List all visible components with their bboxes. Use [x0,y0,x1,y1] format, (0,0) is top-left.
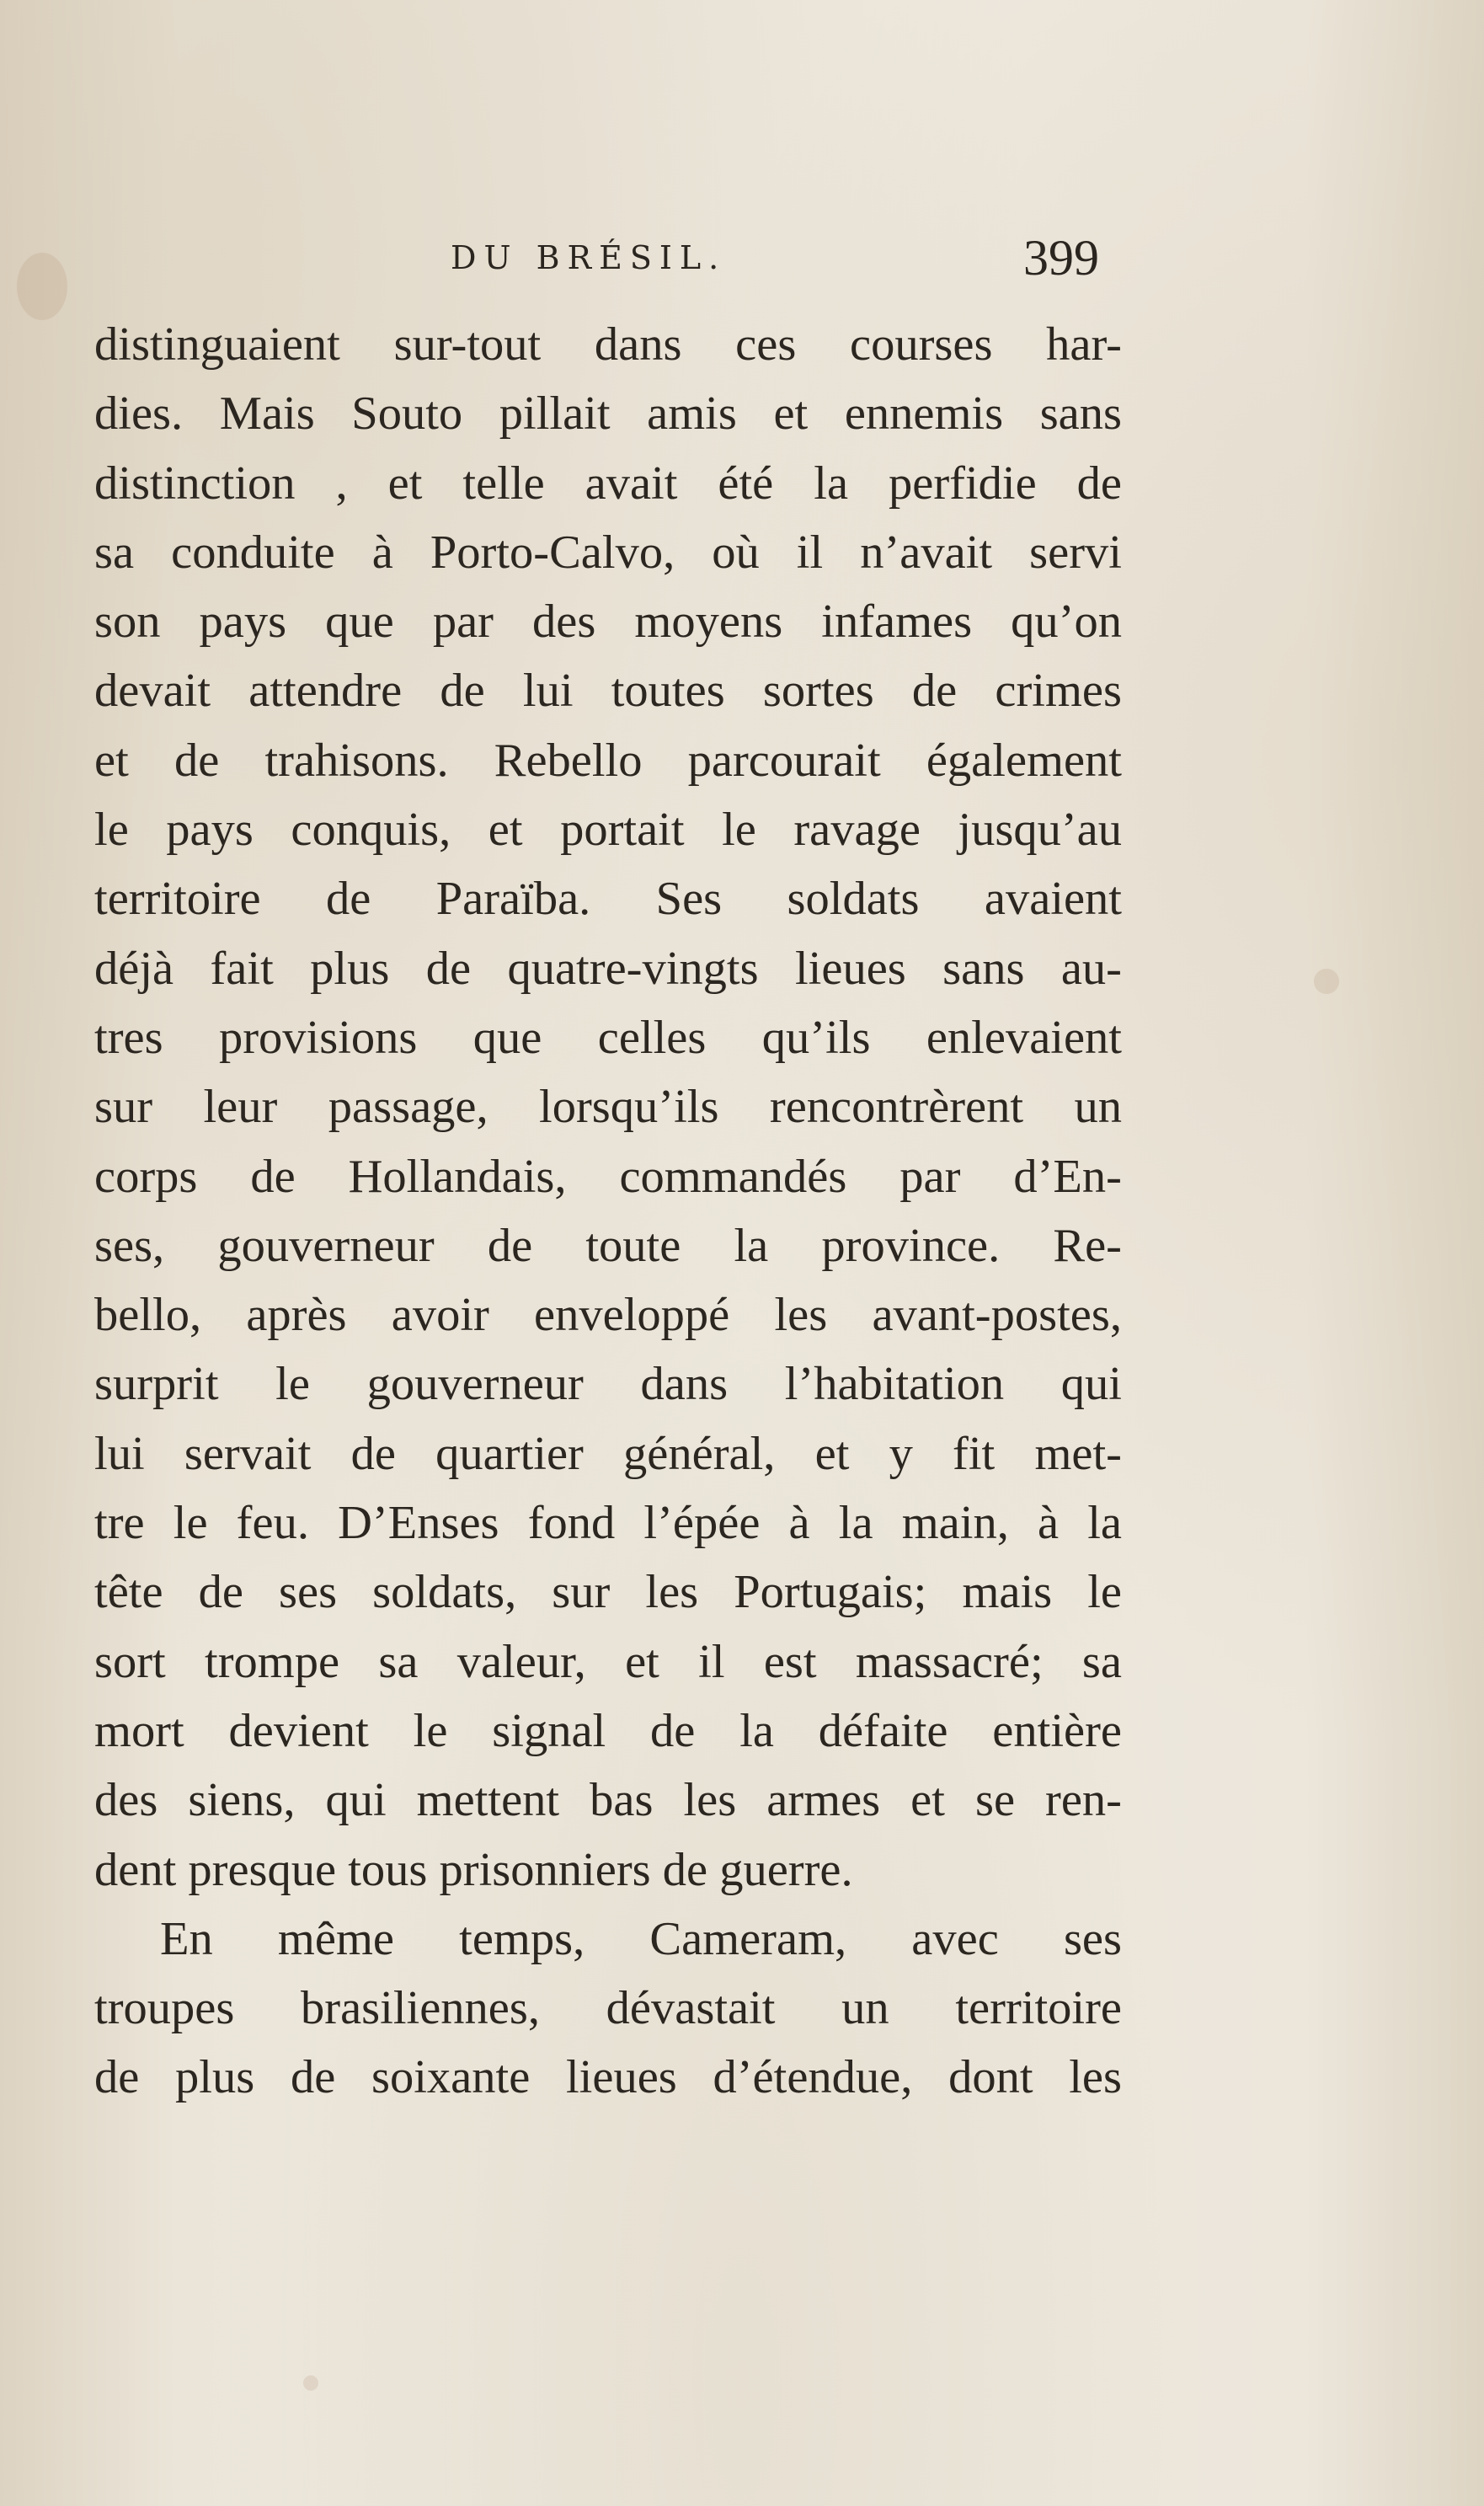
text-line: bello, après avoir enveloppé les avant-postes, [94,1289,1122,1342]
text-line: sort trompe sa valeur, et il est massacré; sa [94,1635,1122,1688]
text-line: territoire de Paraïba. Ses soldats avaient [94,873,1122,926]
text-line: distinguaient sur-tout dans ces courses har- [94,318,1122,371]
text-line: tre le feu. D’Enses fond l’épée à la main, à la [94,1497,1122,1550]
text-line: corps de Hollandais, commandés par d’En- [94,1150,1122,1203]
page-number: 399 [1023,230,1099,286]
text-line: sa conduite à Porto-Calvo, où il n’avait servi [94,526,1122,579]
text-line: le pays conquis, et portait le ravage jusqu’au [94,804,1122,857]
text-line: distinction , et telle avait été la perfidie de [94,457,1122,510]
body-text [94,310,1122,2113]
running-head-title: DU BRÉSIL. [451,239,727,276]
text-line: surprit le gouverneur dans l’habitation qui [94,1358,1122,1411]
text-line: devait attendre de lui toutes sortes de crimes [94,665,1122,718]
paper-stain [1314,969,1339,994]
text-line: tres provisions que celles qu’ils enlevaient [94,1011,1122,1064]
text-line: troupes brasiliennes, dévastait un territoire [94,1982,1122,2035]
text-line: et de trahisons. Rebello parcourait également [94,734,1122,787]
text-line: déjà fait plus de quatre-vingts lieues sans au- [94,942,1122,995]
text-line: dent presque tous prisonniers de guerre. [94,1843,853,1896]
text-line: son pays que par des moyens infames qu’on [94,596,1122,649]
text-line: ses, gouverneur de toute la province. Re- [94,1219,1122,1272]
text-line: de plus de soixante lieues d’étendue, dont les [94,2051,1122,2104]
text-line: dies. Mais Souto pillait amis et ennemis sans [94,387,1122,441]
text-line: tête de ses soldats, sur les Portugais; mais le [94,1566,1122,1619]
text-line: sur leur passage, lorsqu’ils rencontrèrent un [94,1081,1122,1134]
text-line: En même temps, Cameram, avec ses [160,1912,1122,1965]
text-line: mort devient le signal de la défaite entière [94,1704,1122,1757]
running-head [0,230,1484,302]
text-line: des siens, qui mettent bas les armes et se ren- [94,1774,1122,1827]
paper-stain [303,2375,318,2391]
text-line: lui servait de quartier général, et y fit met- [94,1427,1122,1480]
